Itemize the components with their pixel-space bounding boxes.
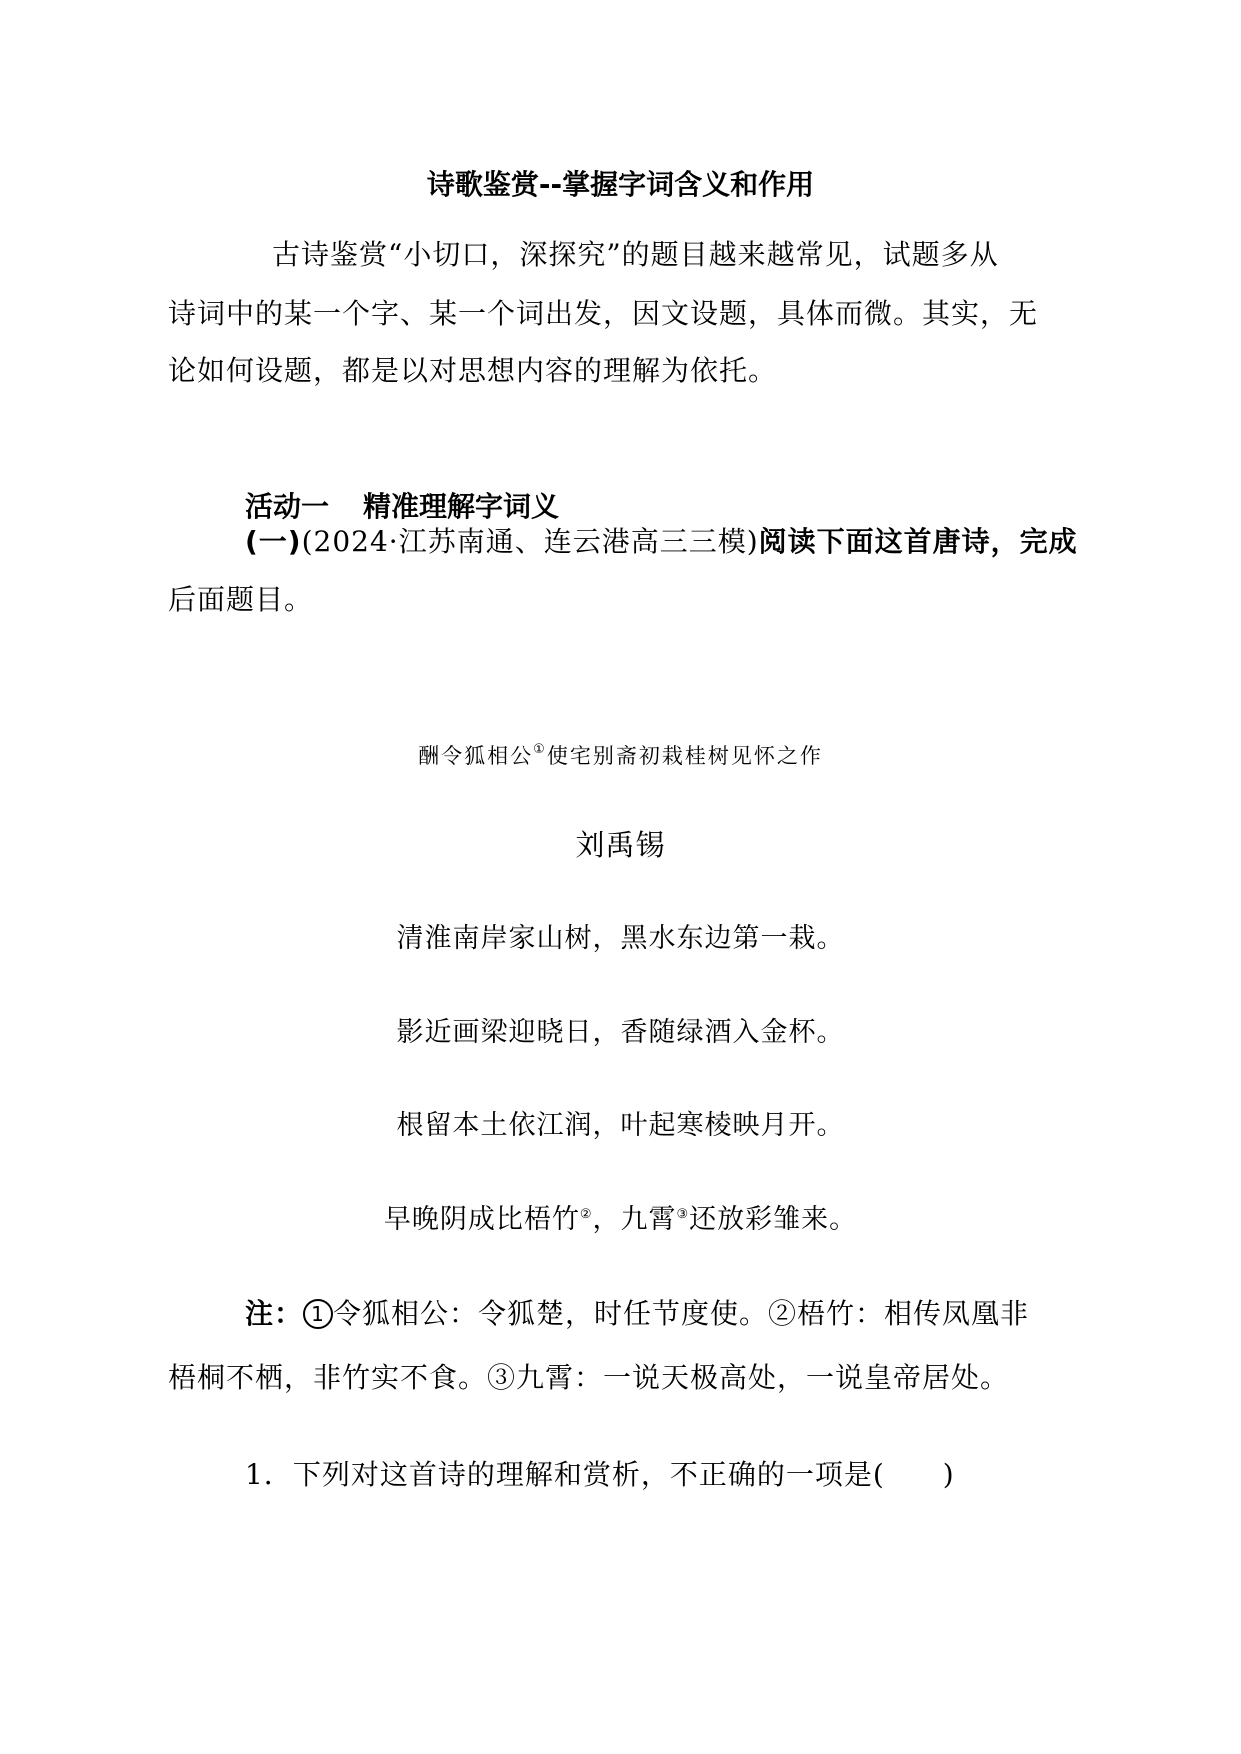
- notes-text-1: 令狐相公：令狐楚，时任节度使。②梧竹：相传凤凰非: [333, 1297, 1030, 1330]
- poem-line-1: 清淮南岸家山树，黑水东边第一栽。: [396, 923, 845, 954]
- document-title: 诗歌鉴赏--掌握字词含义和作用: [426, 168, 815, 201]
- poem-title: [0, 740, 1241, 770]
- intro-line-1: 古诗鉴赏“小切口，深探究”的题目越来越常见，试题多从: [272, 238, 999, 271]
- notes-line-1: [245, 1292, 1029, 1332]
- notes-label: 注：: [245, 1297, 304, 1330]
- poem-line-4-part-1: 早晚阴成比梧竹: [383, 1204, 580, 1235]
- source-line-2: 后面题目。: [168, 583, 314, 616]
- activity-label: 活动一: [245, 490, 330, 523]
- poem-line-4-note-mark-2: ③: [676, 1207, 690, 1222]
- intro-line-2: 诗词中的某一个字、某一个词出发，因文设题，具体而微。其实，无: [168, 297, 1039, 330]
- poem-title-part-1: 酬令狐相公: [418, 744, 534, 768]
- intro-line-3: 论如何设题，都是以对思想内容的理解为依托。: [168, 354, 778, 387]
- poem-title-part-2: 使宅别斋初栽桂树见怀之作: [546, 744, 823, 768]
- question-1: 1．下列对这首诗的理解和赏析，不正确的一项是( ): [245, 1458, 955, 1491]
- poem-author: 刘禹锡: [575, 828, 666, 862]
- source-citation: (2024·江苏南通、连云港高三三模): [301, 525, 759, 558]
- activity-heading: [245, 485, 559, 525]
- source-line-1: [245, 520, 1078, 560]
- source-instruction: 阅读下面这首唐诗，完成: [758, 525, 1078, 558]
- activity-name: 精准理解字词义: [363, 490, 560, 523]
- poem-line-4-note-mark-1: ②: [579, 1207, 593, 1222]
- notes-line-2: 梧桐不栖，非竹实不食。③九霄：一说天极高处，一说皇帝居处。: [168, 1361, 1010, 1394]
- poem-title-note-mark: ①: [533, 742, 547, 757]
- poem-line-2: 影近画梁迎晓日，香随绿酒入金杯。: [396, 1017, 845, 1048]
- note-number-1-icon: 1: [303, 1299, 333, 1329]
- source-prefix: (一): [245, 525, 302, 558]
- poem-line-4-part-2: ，九霄: [592, 1204, 677, 1235]
- poem-line-4-part-3: 还放彩雏来。: [689, 1204, 858, 1235]
- poem-line-4: [0, 1197, 1241, 1236]
- poem-line-3: 根留本土依江润，叶起寒棱映月开。: [396, 1110, 845, 1141]
